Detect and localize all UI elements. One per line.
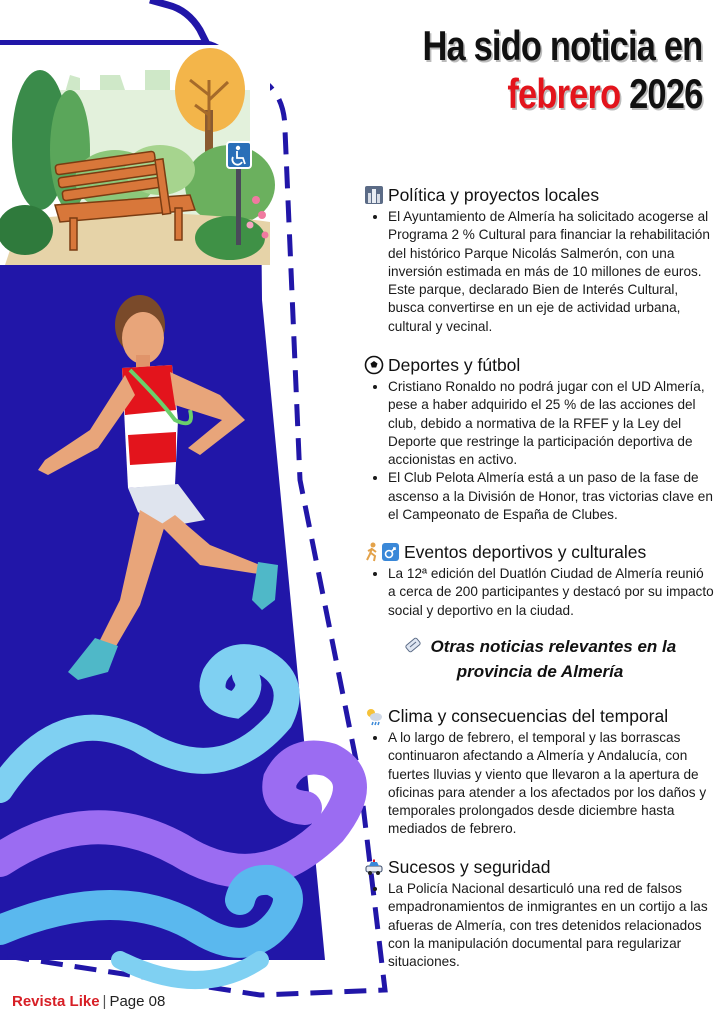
- other-news-line-2: provincia de Almería: [456, 662, 624, 681]
- section-politica: [364, 184, 714, 336]
- section-heading-label: Sucesos y seguridad: [388, 857, 551, 877]
- newspaper-icon: [404, 636, 422, 654]
- list-item: • El Club Pelota Almería está a un paso de la fase de ascenso a la División de Honor, tras victorias clave en el Campeonato de España de Clubes.: [388, 469, 714, 524]
- title-year: 2026: [628, 70, 702, 117]
- list-item: • El Ayuntamiento de Almería ha solicitado acogerse al Programa 2 % Cultural para financiar la rehabilitación del histórico Parque Nicolás Salmerón, con una inversión estimada en más de 10 millones de euros. Este parque, declarado Bien de Interés Cultural, busca convertirse en un eje de actividad urbana, cultural y vecinal.: [388, 208, 714, 336]
- runner-icon: [364, 542, 400, 562]
- page-footer: [12, 992, 165, 1012]
- section-sucesos: [364, 856, 714, 971]
- cityscape-icon: [364, 185, 384, 205]
- section-heading-label: Eventos deportivos y culturales: [404, 542, 647, 562]
- section-heading-label: Clima y consecuencias del temporal: [388, 706, 669, 726]
- section-eventos: [364, 541, 714, 620]
- section-heading: [364, 354, 714, 376]
- soccer-ball-icon: [364, 355, 384, 375]
- footer-separator: |: [102, 993, 107, 1010]
- section-heading: [364, 541, 714, 563]
- park-scene: [0, 45, 275, 265]
- list-item: • La 12ª edición del Duatlón Ciudad de Almería reunió a cerca de 200 participantes y destacó por su impacto social y deportivo en la ciudad.: [388, 565, 714, 620]
- title-month: febrero: [506, 70, 620, 117]
- list-item: • La Policía Nacional desarticuló una red de falsos empadronamientos de inmigrantes en un cortijo a las afueras de Almería, con tres detenidos relacionados con la manipulación documental para regularizar situaciones.: [388, 880, 714, 971]
- other-news-heading: [380, 634, 700, 684]
- section-heading: [364, 856, 714, 878]
- bullet-list: [364, 378, 714, 524]
- page-title: [422, 22, 702, 118]
- police-car-icon: [364, 857, 384, 877]
- section-clima: [364, 705, 714, 839]
- section-heading-label: Política y proyectos locales: [388, 185, 600, 205]
- section-heading: [364, 184, 714, 206]
- footer-brand: Revista Like: [12, 993, 100, 1010]
- title-line-1: Ha sido noticia en: [422, 22, 702, 69]
- section-heading-label: Deportes y fútbol: [388, 355, 521, 375]
- bullet-list: [364, 565, 714, 620]
- section-deportes: [364, 354, 714, 524]
- bullet-list: [364, 880, 714, 971]
- list-item: • A lo largo de febrero, el temporal y las borrascas continuaron afectando a Almería y Andalucía, con fuertes lluvias y viento que llevaron a la apertura de oficinas para atender a los afectados por los daños y temporales prolongados desde diciembre hasta mediados de febrero.: [388, 729, 714, 839]
- weather-icon: [364, 706, 384, 726]
- title-line-2: [422, 70, 702, 118]
- other-news-line-1: Otras noticias relevantes en la: [430, 637, 677, 656]
- section-heading: [364, 705, 714, 727]
- bullet-list: [364, 729, 714, 839]
- list-item: • Cristiano Ronaldo no podrá jugar con el UD Almería, pese a haber adquirido el 25 % de las acciones del club, debido a normativa de la RFEF y la Ley del Deporte que restringe la participación deportiva de accionistas en activo.: [388, 378, 714, 469]
- footer-page-number: Page 08: [109, 993, 166, 1010]
- bullet-list: [364, 208, 714, 336]
